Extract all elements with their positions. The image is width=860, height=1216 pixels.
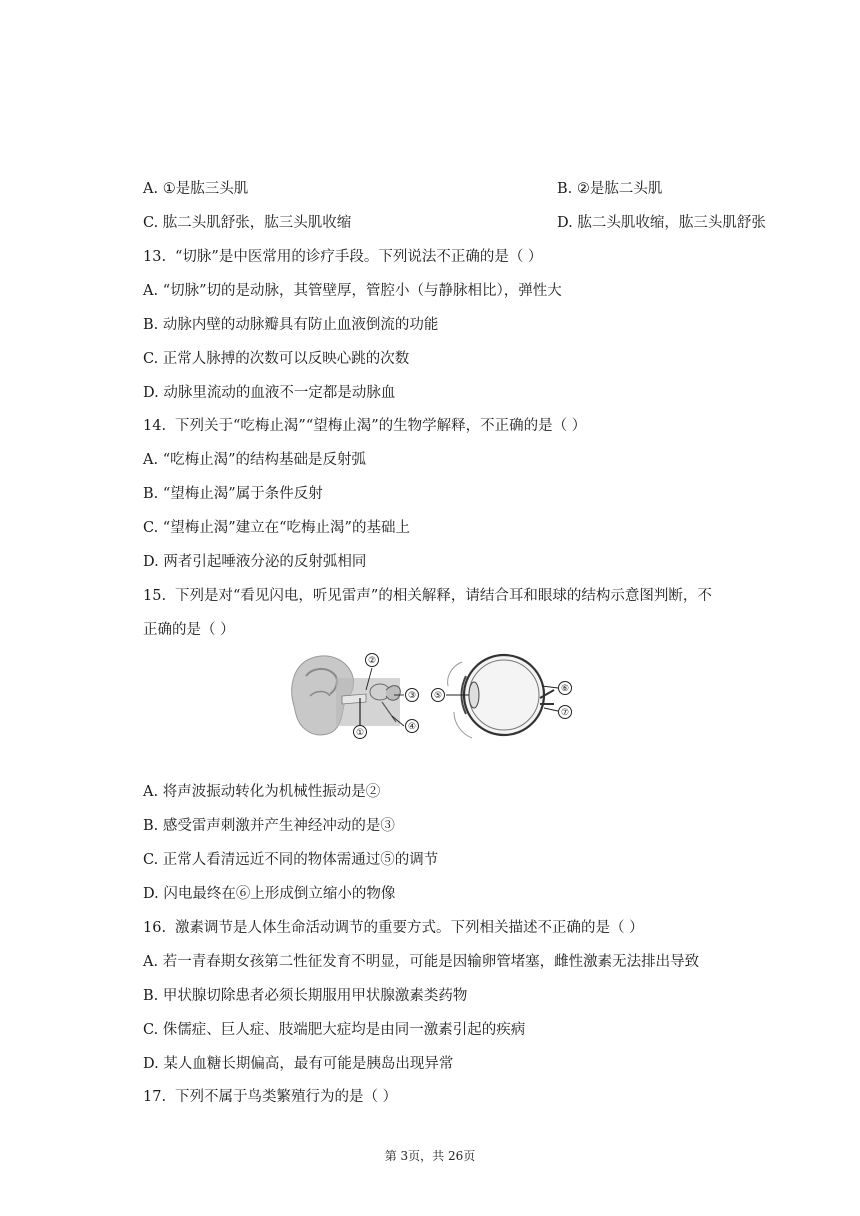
q12-option-b: B. ②是肱二头肌 xyxy=(557,181,663,197)
page-footer: 第 3页，共 26页 xyxy=(384,1149,476,1163)
q12-option-row-1 xyxy=(143,179,663,199)
q16-number: 16. xyxy=(143,920,167,936)
q15-stem-text-1: 下列是对“看见闪电，听见雷声”的相关解释，请结合耳和眼球的结构示意图判断，不 xyxy=(175,588,712,604)
q16-stem xyxy=(143,918,644,938)
q12-option-c: C. 肱二头肌舒张，肱三头肌收缩 xyxy=(143,215,352,231)
q15-stem-line-1 xyxy=(143,586,712,606)
label-7: ⑦ xyxy=(560,708,570,718)
label-3: ③ xyxy=(407,691,417,701)
q16-option-b: B. 甲状腺切除患者必须长期服用甲状腺激素类药物 xyxy=(143,988,468,1004)
label-1: ① xyxy=(355,728,365,738)
q14-stem xyxy=(143,416,586,436)
eye-diagram xyxy=(446,655,558,738)
label-marker-4 xyxy=(406,720,419,733)
q15-option-c: C. 正常人看清远近不同的物体需通过⑤的调节 xyxy=(143,852,439,868)
label-4: ④ xyxy=(407,722,417,732)
q16-option-a: A. 若一青春期女孩第二性征发育不明显，可能是因输卵管堵塞，雌性激素无法排出导致 xyxy=(143,954,700,970)
q14-option-d: D. 两者引起唾液分泌的反射弧相同 xyxy=(143,554,367,570)
label-marker-5 xyxy=(432,689,445,702)
q13-stem-text: “切脉”是中医常用的诊疗手段。下列说法不正确的是（ ） xyxy=(175,249,543,265)
q14-option-a: A. “吃梅止渴”的结构基础是反射弧 xyxy=(143,452,367,468)
q15-option-a: A. 将声波振动转化为机械性振动是② xyxy=(143,784,381,800)
label-marker-3 xyxy=(406,689,419,702)
q13-stem xyxy=(143,247,542,267)
q12-option-d: D. 肱二头肌收缩，肱三头肌舒张 xyxy=(557,215,766,231)
q12-option-row-2 xyxy=(143,213,766,233)
q17-stem-text: 下列不属于鸟类繁殖行为的是（ ） xyxy=(175,1089,398,1105)
q13-option-d: D. 动脉里流动的血液不一定都是动脉血 xyxy=(143,385,396,401)
label-2: ② xyxy=(367,656,377,666)
q16-option-d: D. 某人血糖长期偏高，最有可能是胰岛出现异常 xyxy=(143,1056,454,1072)
ear-diagram xyxy=(292,656,404,735)
q14-option-b: B. “望梅止渴”属于条件反射 xyxy=(143,486,323,502)
q15-option-d: D. 闪电最终在⑥上形成倒立缩小的物像 xyxy=(143,886,396,902)
label-marker-6 xyxy=(559,682,572,695)
q13-option-b: B. 动脉内壁的动脉瓣具有防止血液倒流的功能 xyxy=(143,317,439,333)
q13-option-c: C. 正常人脉搏的次数可以反映心跳的次数 xyxy=(143,351,410,367)
q15-option-b: B. 感受雷声刺激并产生神经冲动的是③ xyxy=(143,818,395,834)
q16-option-c: C. 侏儒症、巨人症、肢端肥大症均是由同一激素引起的疾病 xyxy=(143,1022,526,1038)
q13-number: 13. xyxy=(143,249,167,265)
label-marker-1 xyxy=(354,726,367,739)
q12-option-a: A. ①是肱三头肌 xyxy=(143,181,249,197)
label-6: ⑥ xyxy=(560,684,570,694)
label-marker-7 xyxy=(559,706,572,719)
q14-stem-text: 下列关于“吃梅止渴”“望梅止渴”的生物学解释，不正确的是（ ） xyxy=(175,418,587,434)
label-marker-2 xyxy=(366,654,379,667)
q17-number: 17. xyxy=(143,1089,167,1105)
q16-stem-text: 激素调节是人体生命活动调节的重要方式。下列相关描述不正确的是（ ） xyxy=(175,920,644,936)
label-5: ⑤ xyxy=(433,691,443,701)
ear-eye-structure-figure xyxy=(286,646,582,746)
q14-number: 14. xyxy=(143,418,167,434)
q13-option-a: A. “切脉”切的是动脉，其管壁厚，管腔小（与静脉相比），弹性大 xyxy=(143,283,562,299)
q14-option-c: C. “望梅止渴”建立在“吃梅止渴”的基础上 xyxy=(143,520,410,536)
q17-stem xyxy=(143,1087,397,1107)
q15-number: 15. xyxy=(143,588,167,604)
q15-stem-line-2: 正确的是（ ） xyxy=(143,622,235,638)
